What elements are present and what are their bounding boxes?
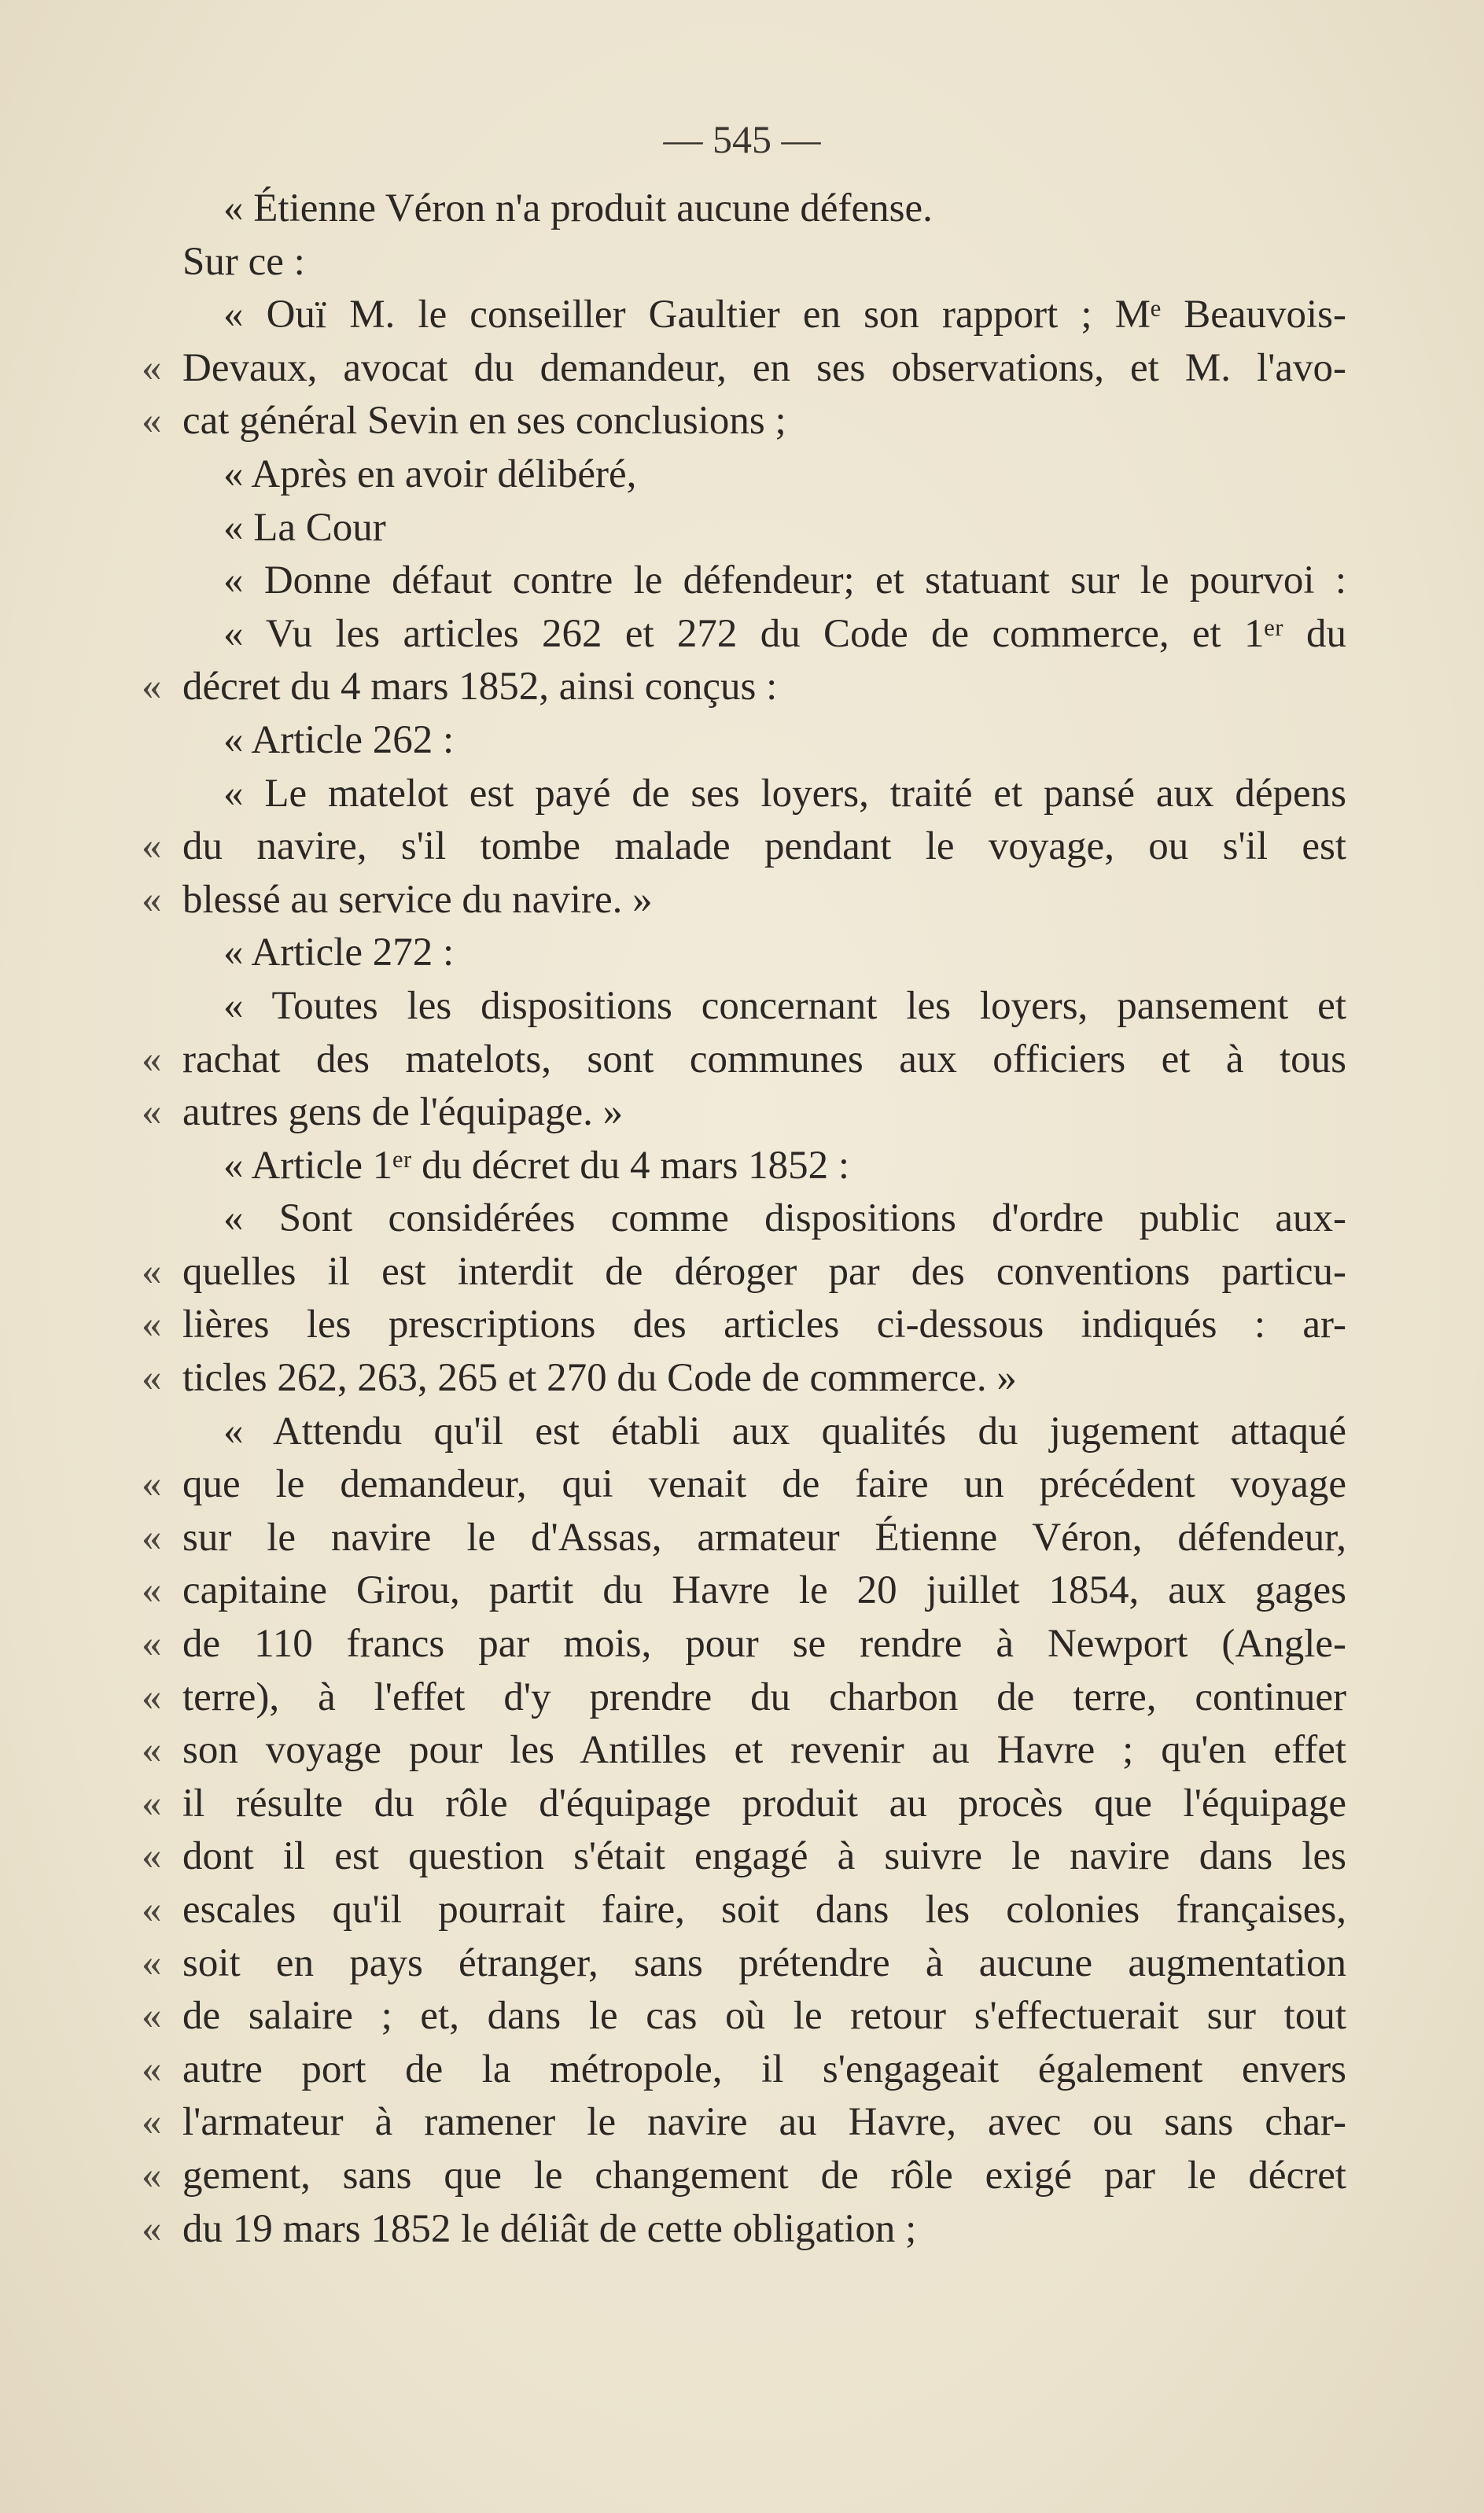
margin-quote-mark: « bbox=[142, 2100, 162, 2145]
margin-quote-mark: « bbox=[142, 1675, 162, 1719]
text-line bbox=[142, 1830, 1346, 1884]
margin-quote-mark: « bbox=[142, 1090, 162, 1135]
margin-quote-mark: « bbox=[142, 1462, 162, 1507]
line-text: terre), à l'effet d'y prendre du charbon de terre, continuer bbox=[182, 1675, 1346, 1719]
text-line bbox=[182, 555, 1346, 608]
text-line bbox=[182, 1140, 1346, 1193]
line-text: rachat des matelots, sont communes aux officiers et à tous bbox=[182, 1037, 1346, 1081]
margin-quote-mark: « bbox=[142, 1515, 162, 1560]
line-text: de salaire ; et, dans le cas où le retour s'effectuerait sur tout bbox=[182, 1994, 1346, 2039]
text-line bbox=[142, 2150, 1346, 2203]
text-line bbox=[142, 1937, 1346, 1991]
margin-quote-mark: « bbox=[142, 345, 162, 390]
margin-quote-mark: « bbox=[142, 1303, 162, 1347]
margin-quote-mark: « bbox=[142, 2153, 162, 2198]
text-line bbox=[142, 1458, 1346, 1512]
margin-quote-mark: « bbox=[142, 1834, 162, 1879]
text-line bbox=[142, 1034, 1346, 1087]
line-text: son voyage pour les Antilles et revenir au Havre ; qu'en effet bbox=[182, 1728, 1346, 1773]
line-text: quelles il est interdit de déroger par des conventions particu- bbox=[182, 1249, 1346, 1294]
text-line bbox=[182, 289, 1346, 342]
text-line bbox=[182, 502, 1346, 555]
margin-quote-mark: « bbox=[142, 877, 162, 922]
line-text: sur le navire le d'Assas, armateur Étienne Véron, défendeur, bbox=[182, 1515, 1346, 1560]
line-text: l'armateur à ramener le navire au Havre, avec ou sans char- bbox=[182, 2100, 1346, 2145]
text-line bbox=[182, 1192, 1346, 1246]
text-line bbox=[142, 1564, 1346, 1618]
text-line bbox=[142, 1884, 1346, 1937]
margin-quote-mark: « bbox=[142, 1568, 162, 1613]
line-text: que le demandeur, qui venait de faire un précédent voyage bbox=[182, 1462, 1346, 1507]
text-line bbox=[182, 980, 1346, 1034]
line-text: « Le matelot est payé de ses loyers, traité et pansé aux dépens bbox=[223, 771, 1346, 816]
line-text: « Article 262 : bbox=[223, 717, 455, 762]
line-text: ticles 262, 263, 265 et 270 du Code de commerce. » bbox=[182, 1356, 1017, 1401]
text-line bbox=[182, 448, 1346, 502]
line-text: de 110 francs par mois, pour se rendre à Newport (Angle- bbox=[182, 1622, 1346, 1667]
margin-quote-mark: « bbox=[142, 2047, 162, 2091]
line-text: capitaine Girou, partit du Havre le 20 juillet 1854, aux gages bbox=[182, 1568, 1346, 1613]
line-text: dont il est question s'était engagé à suivre le navire dans les bbox=[182, 1834, 1346, 1879]
line-text: « Étienne Véron n'a produit aucune défense. bbox=[223, 186, 933, 230]
line-text: Sur ce : bbox=[182, 239, 305, 284]
text-line bbox=[182, 927, 1346, 980]
text-line bbox=[142, 1671, 1346, 1725]
text-line bbox=[142, 395, 1346, 448]
line-text: « Sont considérées comme dispositions d'ordre public aux- bbox=[223, 1196, 1346, 1241]
text-line bbox=[142, 661, 1346, 714]
line-text: « Ouï M. le conseiller Gaultier en son rapport ; Mᵉ Beauvois- bbox=[223, 293, 1346, 337]
margin-quote-mark: « bbox=[142, 1622, 162, 1667]
margin-quote-mark: « bbox=[142, 1728, 162, 1773]
margin-quote-mark: « bbox=[142, 1781, 162, 1826]
margin-quote-mark: « bbox=[142, 399, 162, 444]
line-text: escales qu'il pourrait faire, soit dans les colonies françaises, bbox=[182, 1888, 1346, 1932]
text-line bbox=[142, 2203, 1346, 2257]
text-line bbox=[142, 1618, 1346, 1671]
text-line bbox=[142, 1299, 1346, 1352]
line-text: Devaux, avocat du demandeur, en ses observations, et M. l'avo- bbox=[182, 345, 1346, 390]
margin-quote-mark: « bbox=[142, 665, 162, 709]
text-line bbox=[182, 714, 1346, 768]
line-text: « Article 1ᵉʳ du décret du 4 mars 1852 : bbox=[223, 1143, 850, 1188]
text-line bbox=[142, 1246, 1346, 1299]
margin-quote-mark: « bbox=[142, 1356, 162, 1401]
line-text: décret du 4 mars 1852, ainsi conçus : bbox=[182, 665, 778, 709]
text-line bbox=[182, 608, 1346, 661]
line-text: « Vu les articles 262 et 272 du Code de commerce, et 1ᵉʳ du bbox=[223, 611, 1346, 656]
text-line bbox=[142, 1724, 1346, 1778]
line-text: du 19 mars 1852 le déliât de cette obligation ; bbox=[182, 2206, 917, 2251]
text-line bbox=[182, 182, 1346, 236]
line-text: autres gens de l'équipage. » bbox=[182, 1090, 624, 1135]
text-line bbox=[142, 1086, 1346, 1140]
line-text: du navire, s'il tombe malade pendant le voyage, ou s'il est bbox=[182, 824, 1346, 869]
text-line bbox=[142, 2096, 1346, 2150]
line-text: gement, sans que le changement de rôle exigé par le décret bbox=[182, 2153, 1346, 2198]
line-text: « La Cour bbox=[223, 505, 386, 550]
text-line bbox=[182, 1406, 1346, 1459]
text-line bbox=[182, 236, 1346, 289]
text-line bbox=[142, 1512, 1346, 1565]
line-text: cat général Sevin en ses conclusions ; bbox=[182, 399, 786, 444]
margin-quote-mark: « bbox=[142, 1037, 162, 1081]
line-text: blessé au service du navire. » bbox=[182, 877, 653, 922]
text-line bbox=[142, 2043, 1346, 2097]
line-text: soit en pays étranger, sans prétendre à aucune augmentation bbox=[182, 1940, 1346, 1985]
line-text: lières les prescriptions des articles ci-dessous indiqués : ar- bbox=[182, 1303, 1346, 1347]
text-line bbox=[142, 874, 1346, 927]
line-text: « Donne défaut contre le défendeur; et statuant sur le pourvoi : bbox=[223, 558, 1346, 603]
text-line bbox=[142, 1778, 1346, 1831]
text-line bbox=[142, 1990, 1346, 2043]
margin-quote-mark: « bbox=[142, 824, 162, 869]
margin-quote-mark: « bbox=[142, 1888, 162, 1932]
text-line bbox=[142, 820, 1346, 874]
text-line bbox=[142, 1352, 1346, 1406]
margin-quote-mark: « bbox=[142, 1249, 162, 1294]
line-text: « Après en avoir délibéré, bbox=[223, 451, 637, 496]
line-text: « Toutes les dispositions concernant les loyers, pansement et bbox=[223, 983, 1346, 1028]
line-text: autre port de la métropole, il s'engageait également envers bbox=[182, 2047, 1346, 2091]
line-text: « Article 272 : bbox=[223, 930, 455, 975]
margin-quote-mark: « bbox=[142, 1940, 162, 1985]
margin-quote-mark: « bbox=[142, 2206, 162, 2251]
text-line bbox=[142, 342, 1346, 396]
page-number: — 545 — bbox=[663, 117, 821, 161]
line-text: il résulte du rôle d'équipage produit au procès que l'équipage bbox=[182, 1781, 1346, 1826]
text-body bbox=[142, 182, 1346, 2256]
line-text: « Attendu qu'il est établi aux qualités du jugement attaqué bbox=[223, 1409, 1346, 1454]
margin-quote-mark: « bbox=[142, 1994, 162, 2039]
text-line bbox=[182, 768, 1346, 821]
